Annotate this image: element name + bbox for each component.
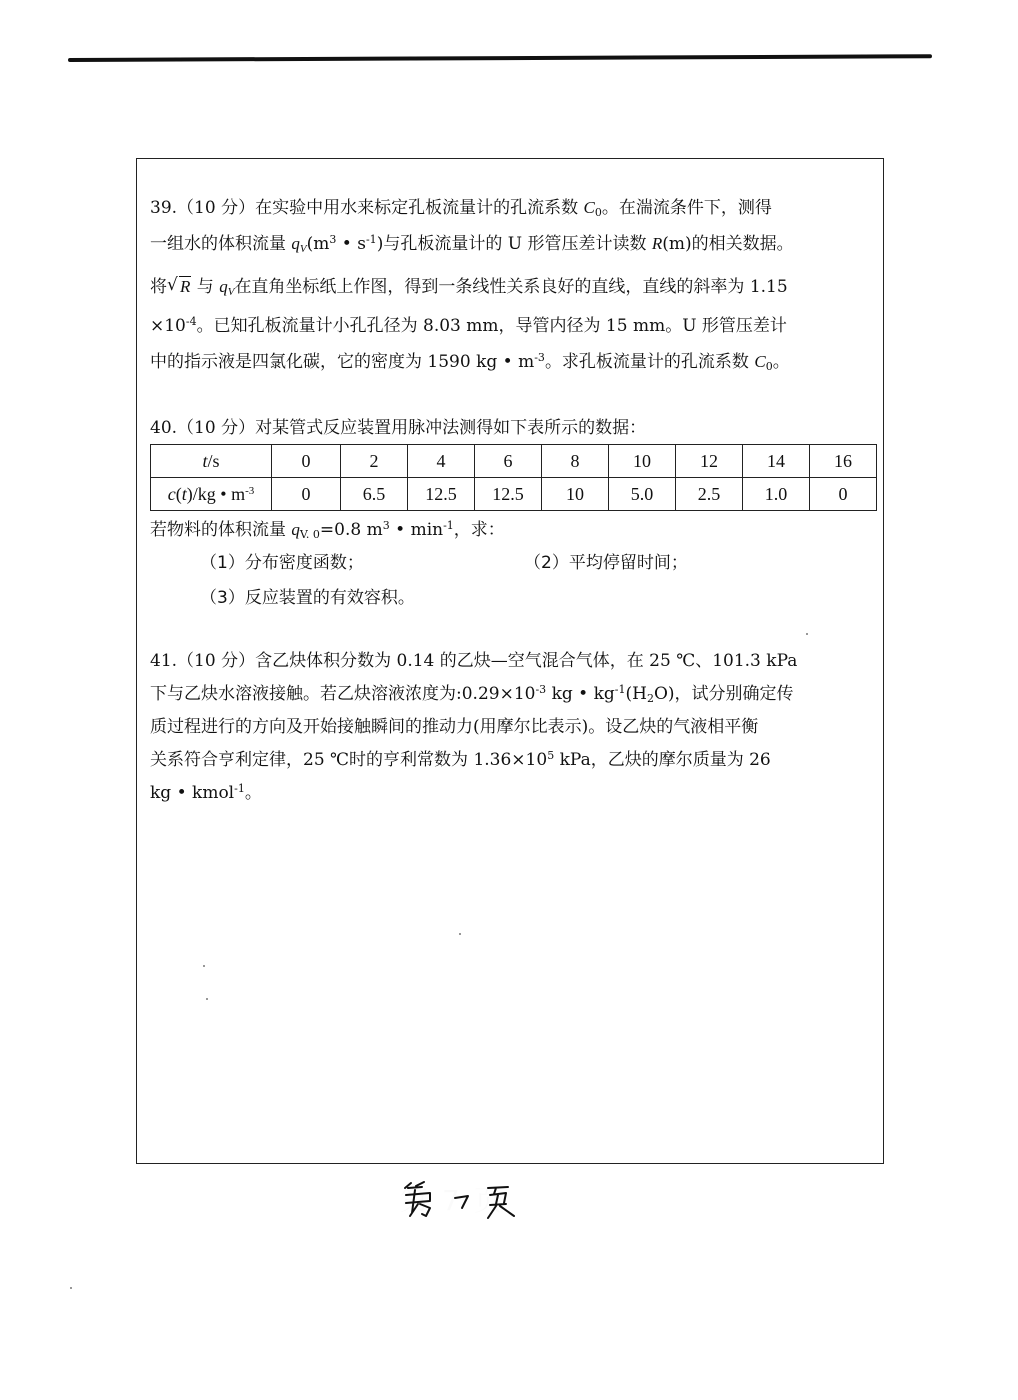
table-cell: 6.5 xyxy=(341,478,408,511)
q41-text: 质过程进行的方向及开始接触瞬间的推动力(用摩尔比表示)。设乙炔的气液相平衡 xyxy=(150,717,759,737)
table-header-time xyxy=(151,445,272,478)
q39-text: 。求孔板流量计的孔流系数 xyxy=(544,352,755,372)
q39-text: (m xyxy=(306,234,330,254)
r-symbol: R xyxy=(180,277,191,296)
qv-symbol: q xyxy=(219,277,228,296)
qv-subscript: V xyxy=(299,243,307,255)
table-row-time xyxy=(151,445,877,478)
q40-title-text: 对某管式反应装置用脉冲法测得如下表所示的数据： xyxy=(255,418,647,438)
header-rule xyxy=(68,54,932,62)
full-stop: 。 xyxy=(772,352,790,372)
exponent: 3 xyxy=(382,519,390,532)
q40-prompt xyxy=(150,515,505,545)
c0-symbol: C xyxy=(754,352,766,371)
exponent: -1 xyxy=(365,233,377,246)
qv0-subscript: V. 0 xyxy=(299,528,320,541)
paren: ( xyxy=(175,483,182,504)
pulse-data-table xyxy=(150,444,877,511)
q39-text: 。在湍流条件下，测得 xyxy=(601,198,772,218)
q41-text: kg • kg xyxy=(546,684,615,704)
qv-subscript: V xyxy=(227,286,235,298)
q41-text: (H xyxy=(625,684,647,704)
qv-symbol: q xyxy=(291,234,300,253)
sqrt-r xyxy=(169,272,191,302)
question-points: （10 分） xyxy=(177,651,256,671)
table-cell: 0 xyxy=(272,478,341,511)
unit: /s xyxy=(207,450,220,471)
table-cell: 8 xyxy=(542,445,609,478)
q39-line-3 xyxy=(150,272,878,302)
q39-text: 一组水的体积流量 xyxy=(150,234,292,254)
q39-text: (m)的相关数据。 xyxy=(662,234,794,254)
exponent: 3 xyxy=(329,233,337,246)
q40-text: =0.8 m xyxy=(319,520,383,540)
q41-text: 下与乙炔水溶液接触。若乙炔溶液浓度为:0.29×10 xyxy=(150,684,536,704)
table-cell: 14 xyxy=(743,445,810,478)
table-cell: 2.5 xyxy=(676,478,743,511)
q39-text: • s xyxy=(336,234,366,254)
q41-text: O)，试分别确定传 xyxy=(653,684,794,704)
r-symbol: R xyxy=(651,234,663,253)
q41-text: 。 xyxy=(244,783,262,803)
table-cell: 1.0 xyxy=(743,478,810,511)
q41-line-2 xyxy=(150,679,878,709)
question-41 xyxy=(150,646,878,816)
table-cell: 10 xyxy=(609,445,676,478)
q39-line-1 xyxy=(150,193,878,223)
q39-text: ×10 xyxy=(150,316,186,336)
q39-text: 与 xyxy=(196,277,220,297)
c0-symbol: C xyxy=(583,198,595,217)
exponent: -3 xyxy=(245,484,255,497)
table-cell: 12.5 xyxy=(408,478,475,511)
unit: )/kg • m xyxy=(186,483,246,504)
q41-line-5 xyxy=(150,778,878,808)
q41-text: kg • kmol xyxy=(150,783,235,803)
q39-text: )与孔板流量计的 U 形管压差计读数 xyxy=(376,234,652,254)
q40-subquestion-3: （3）反应装置的有效容积。 xyxy=(200,588,415,608)
exponent: -1 xyxy=(443,519,454,532)
q40-text: 若物料的体积流量 xyxy=(150,520,292,540)
q41-line-3 xyxy=(150,712,878,742)
q39-line-2 xyxy=(150,229,878,259)
question-40-title xyxy=(150,413,878,443)
q39-line-4 xyxy=(150,311,878,341)
table-cell: 10 xyxy=(542,478,609,511)
question-points: （10 分） xyxy=(177,418,256,438)
exponent: -4 xyxy=(185,315,197,328)
t-symbol: t xyxy=(202,450,208,471)
exponent: -3 xyxy=(534,351,545,364)
question-39 xyxy=(150,193,878,383)
exponent: 5 xyxy=(547,749,555,762)
question-number: 41. xyxy=(150,651,178,671)
qv-symbol: q xyxy=(291,520,300,539)
q39-text: 将 xyxy=(150,277,167,297)
table-row-concentration xyxy=(151,478,877,511)
table-cell: 0 xyxy=(272,445,341,478)
table-cell: 12 xyxy=(676,445,743,478)
q40-subquestion-2: （2）平均停留时间； xyxy=(524,553,688,573)
q39-line-5 xyxy=(150,347,878,377)
q40-text: • min xyxy=(389,520,444,540)
question-points: （10 分） xyxy=(177,198,256,218)
c0-subscript: 0 xyxy=(594,206,602,219)
q40-subquestion-1: （1）分布密度函数； xyxy=(200,553,364,573)
q41-text: 关系符合亨利定律，25 ℃时的亨利常数为 1.36×10 xyxy=(150,750,548,770)
exponent: -3 xyxy=(535,683,547,696)
q40-text: ，求： xyxy=(453,520,505,540)
exponent: -1 xyxy=(614,683,626,696)
t-symbol: t xyxy=(181,483,187,504)
q39-text: 。已知孔板流量计小孔孔径为 8.03 mm，导管内径为 15 mm。U 形管压差计 xyxy=(196,316,787,336)
table-cell: 2 xyxy=(341,445,408,478)
q39-text: 中的指示液是四氯化碳，它的密度为 1590 kg • m xyxy=(150,352,535,372)
question-number: 39. xyxy=(150,198,178,218)
table-cell: 5.0 xyxy=(609,478,676,511)
question-number: 40. xyxy=(150,418,178,438)
subscript: 2 xyxy=(646,692,654,705)
table-cell: 12.5 xyxy=(475,478,542,511)
table-cell: 6 xyxy=(475,445,542,478)
table-cell: 0 xyxy=(810,478,877,511)
table-cell: 16 xyxy=(810,445,877,478)
table-cell: 4 xyxy=(408,445,475,478)
handwritten-page-label-text xyxy=(400,1178,530,1223)
q41-line-4 xyxy=(150,745,878,775)
c0-subscript: 0 xyxy=(765,360,773,373)
q41-line-1 xyxy=(150,646,878,676)
exponent: -1 xyxy=(234,782,245,795)
q39-text: 在直角坐标纸上作图，得到一条线性关系良好的直线，直线的斜率为 1.15 xyxy=(234,277,788,297)
c-symbol: c xyxy=(167,483,176,504)
handwritten-page-label xyxy=(400,1178,550,1228)
q39-text: 在实验中用水来标定孔板流量计的孔流系数 xyxy=(255,198,584,218)
table-header-concentration xyxy=(151,478,272,511)
q41-text: 含乙炔体积分数为 0.14 的乙炔—空气混合气体，在 25 ℃、101.3 kPa xyxy=(255,651,798,671)
q41-text: kPa，乙炔的摩尔质量为 26 xyxy=(554,750,771,770)
